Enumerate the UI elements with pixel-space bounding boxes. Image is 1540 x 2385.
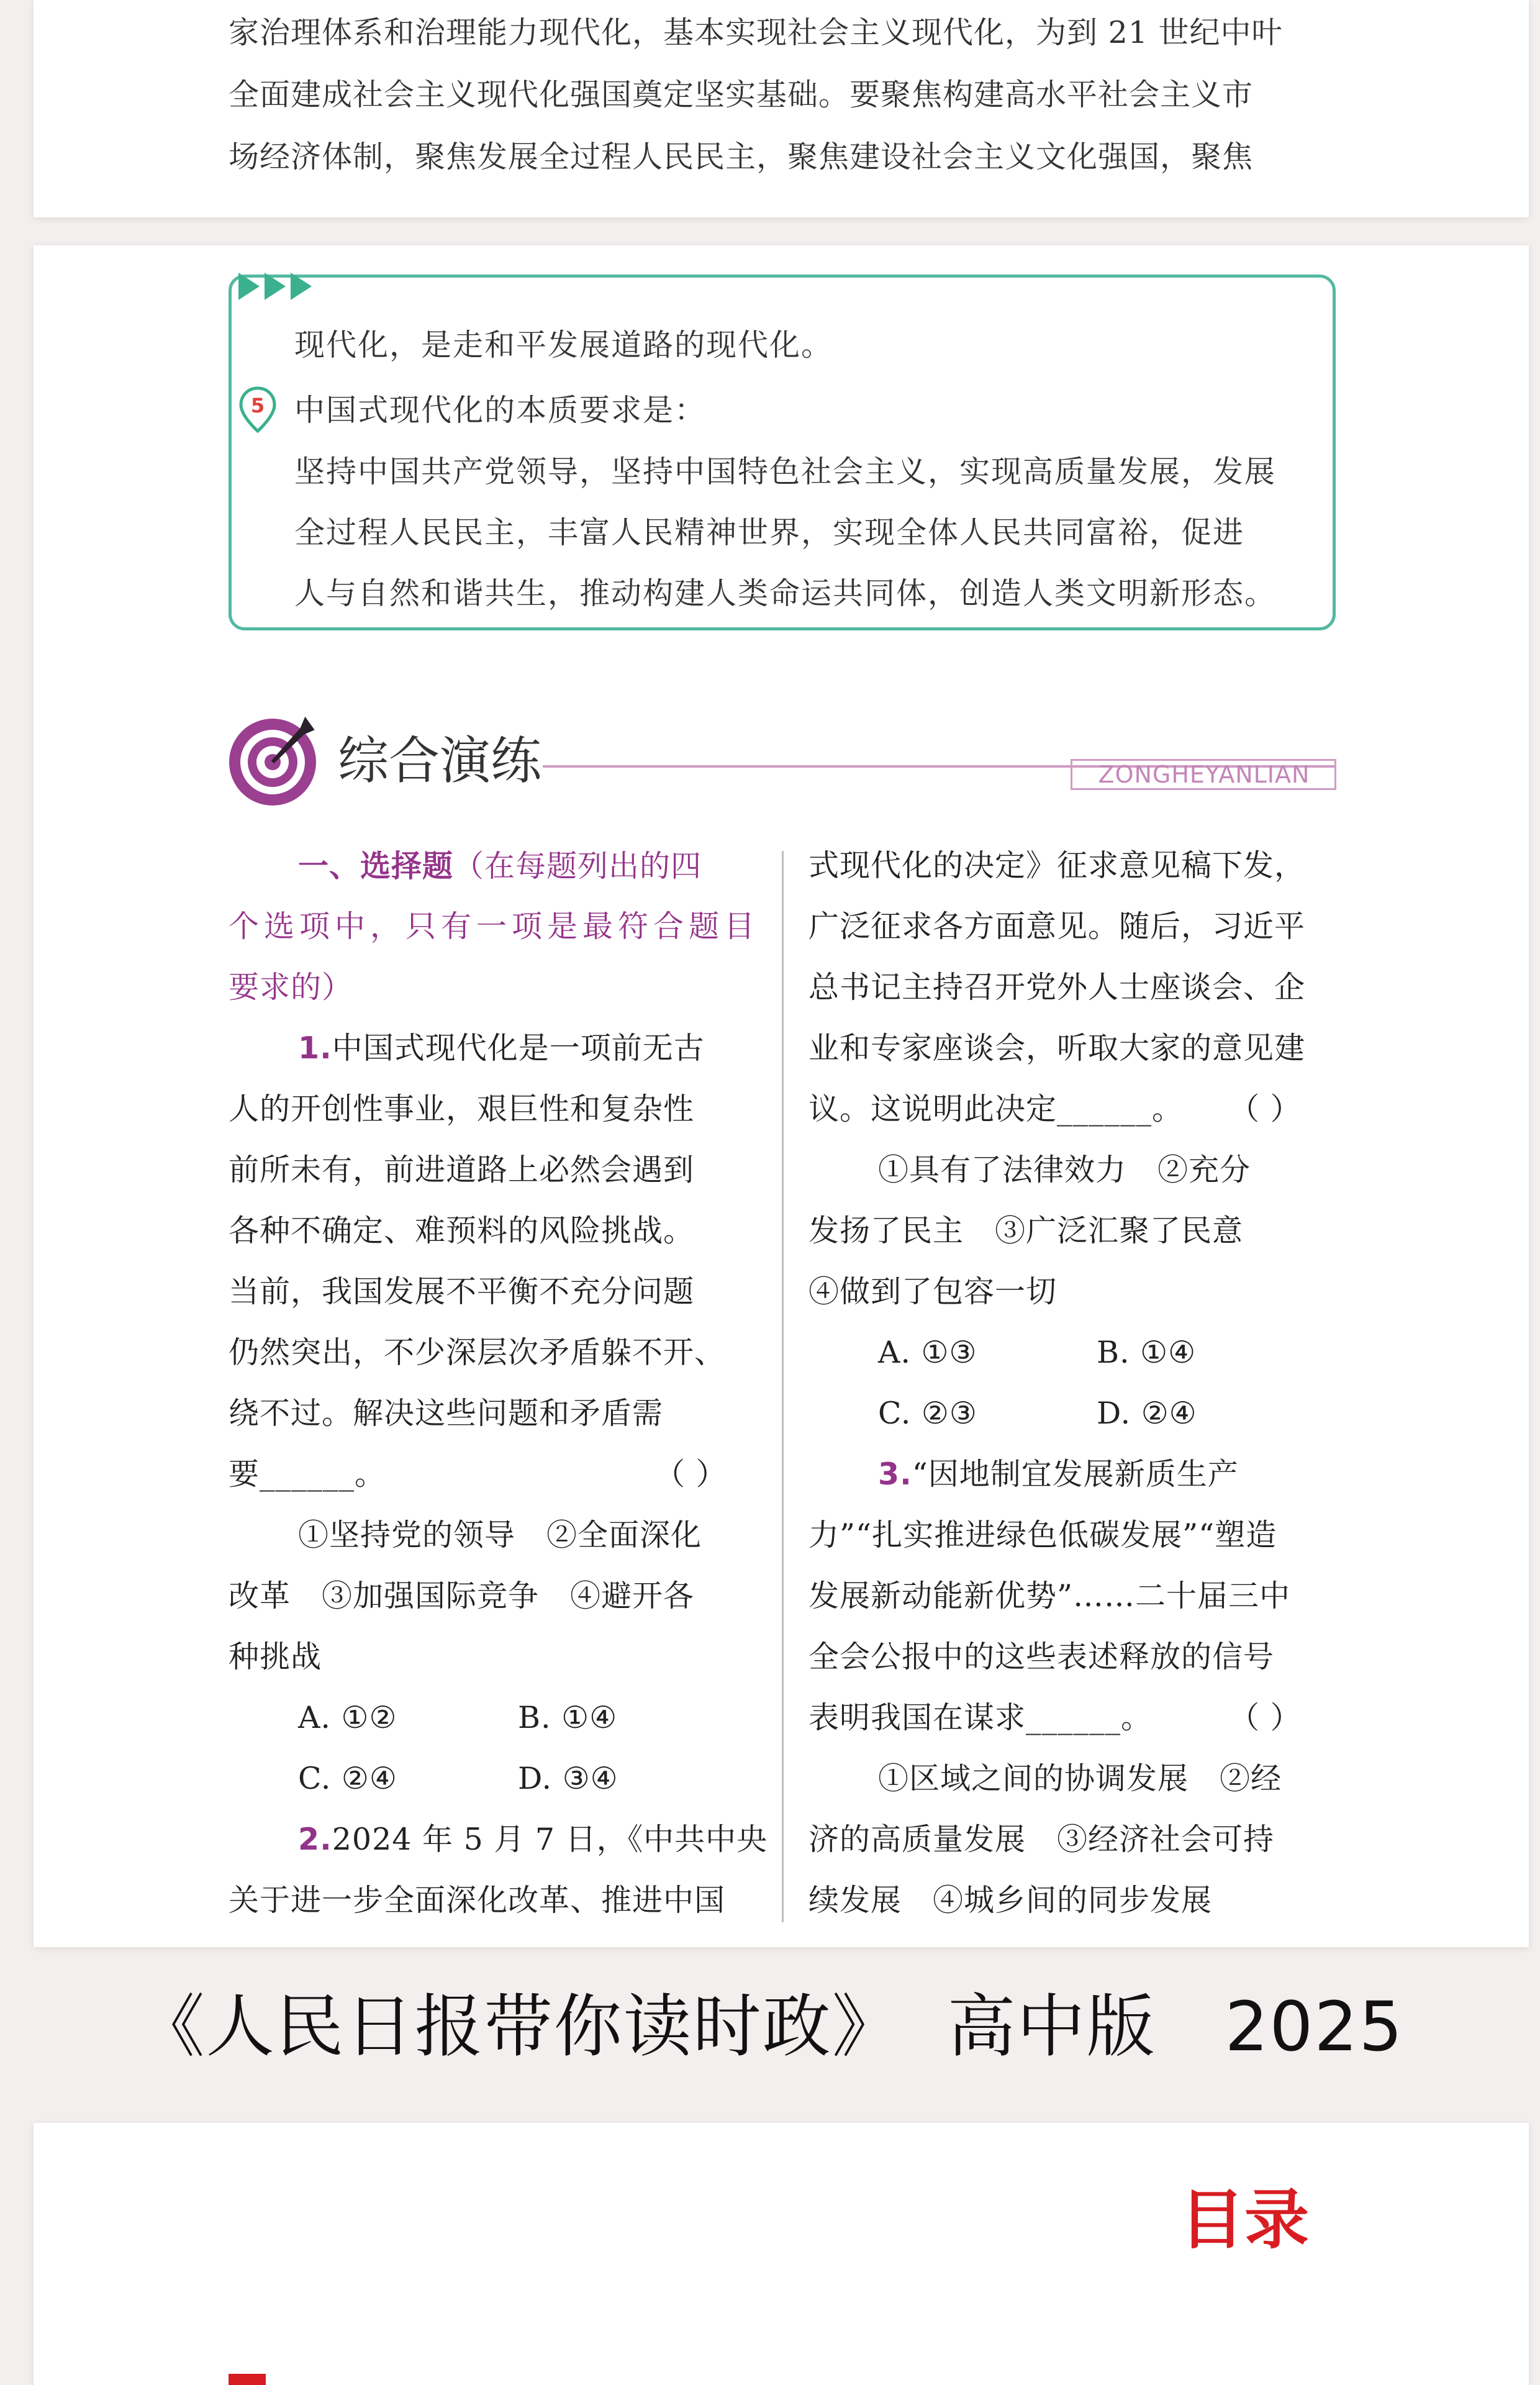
summary-item-number: 5: [250, 394, 265, 417]
top-text-line-3: 场经济体制，聚焦发展全过程人民民主，聚焦建设社会主义文化强国，聚焦: [229, 139, 1254, 175]
q3-line-1: [878, 1444, 1239, 1505]
q3-answer-paren: （ ）: [1229, 1700, 1302, 1735]
q1-answer-paren: （ ）: [654, 1456, 727, 1492]
q3-body-line: 全会公报中的这些表述释放的信号: [808, 1639, 1275, 1674]
q2-choice-d: D. ②④: [1097, 1396, 1197, 1431]
book-title: 《人民日报带你读时政》: [136, 1987, 902, 2066]
section-subtitle: ZONGHEYANLIAN: [1098, 761, 1310, 788]
summary-body-line-2: 全过程人民民主，丰富人民精神世界，实现全体人民共同富裕，促进: [294, 515, 1245, 550]
top-text-line-1: 家治理体系和治理能力现代化，基本实现社会主义现代化，为到 21 世纪中叶: [229, 15, 1283, 50]
q2-blank-line: 议。这说明此决定______。: [808, 1091, 1184, 1127]
q3-number: 3.: [878, 1456, 912, 1492]
location-pin-icon: [238, 386, 277, 434]
q2-line-1: [298, 1809, 768, 1870]
summary-first-line: 现代化，是走和平发展道路的现代化。: [294, 327, 833, 363]
target-icon: [226, 716, 319, 809]
q2-options-line-1: ①具有了法律效力 ②充分: [878, 1152, 1251, 1188]
q1-options-line-1: ①坚持党的领导 ②全面深化: [298, 1517, 702, 1553]
q2-first-text: 2024 年 5 月 7 日，《中共中央: [332, 1822, 768, 1857]
top-text-line-2: 全面建成社会主义现代化强国奠定坚实基础。要聚焦构建高水平社会主义市: [229, 77, 1254, 112]
q2-choice-c: C. ②③: [878, 1396, 977, 1431]
top-page-card: [34, 0, 1529, 217]
arrow-bullets-icon: [238, 273, 319, 304]
q1-body-line: 前所未有，前进道路上必然会遇到: [229, 1152, 695, 1188]
q2-cont-line: 广泛征求各方面意见。随后，习近平: [808, 909, 1306, 944]
main-page-card: [34, 245, 1529, 1947]
q3-options-line-2: 济的高质量发展 ③经济社会可持: [808, 1822, 1275, 1857]
red-accent-mark: [229, 2374, 266, 2385]
q1-options-line-3: 种挑战: [229, 1639, 322, 1674]
summary-body-line-3: 人与自然和谐共生，推动构建人类命运共同体，创造人类文明新形态。: [294, 576, 1277, 611]
q1-choice-a: A. ①②: [298, 1700, 397, 1735]
q1-body-line: 当前，我国发展不平衡不充分问题: [229, 1274, 695, 1309]
q1-body-line: 各种不确定、难预料的风险挑战。: [229, 1213, 695, 1248]
column-divider: [782, 851, 784, 1922]
q2-choice-a: A. ①③: [878, 1335, 977, 1370]
book-year: 2025: [1225, 1987, 1404, 2066]
q1-choice-b: B. ①④: [518, 1700, 618, 1735]
mc-note-2: 个选项中，只有一项是最符合题目: [229, 909, 760, 944]
q2-answer-paren: （ ）: [1229, 1091, 1302, 1127]
mc-note-1: （在每题列出的四: [453, 848, 702, 884]
q3-first-text: “因地制宜发展新质生产: [912, 1456, 1239, 1492]
q3-blank-line: 表明我国在谋求______。: [808, 1700, 1153, 1735]
mc-note-3: 要求的）: [229, 970, 353, 1005]
q1-options-line-2: 改革 ③加强国际竞争 ④避开各: [229, 1578, 695, 1614]
q1-body-line: 人的开创性事业，艰巨性和复杂性: [229, 1091, 695, 1127]
summary-heading: 中国式现代化的本质要求是：: [294, 393, 707, 428]
q1-first-text: 中国式现代化是一项前无古: [332, 1030, 705, 1066]
q1-number: 1.: [298, 1030, 332, 1066]
mc-heading-line-1: [298, 835, 702, 897]
q1-choice-d: D. ③④: [518, 1761, 618, 1796]
q2-cont-line: 业和专家座谈会，听取大家的意见建: [808, 1030, 1306, 1066]
section-title: 综合演练: [338, 732, 542, 791]
q2-line-2: 关于进一步全面深化改革、推进中国: [229, 1883, 726, 1918]
toc-heading: 目录: [1180, 2182, 1310, 2258]
q3-body-line: 发展新动能新优势”……二十届三中: [808, 1578, 1291, 1614]
q2-choice-b: B. ①④: [1097, 1335, 1197, 1370]
q2-number: 2.: [298, 1822, 332, 1857]
mc-label: 一、选择题: [298, 848, 454, 884]
q2-cont-line: 总书记主持召开党外人士座谈会、企: [808, 970, 1306, 1005]
q2-cont-line: 式现代化的决定》征求意见稿下发，: [808, 848, 1306, 883]
book-caption: [0, 1972, 1540, 2070]
q1-body-line: 绕不过。解决这些问题和矛盾需: [229, 1396, 664, 1431]
q3-options-line-3: 续发展 ④城乡间的同步发展: [808, 1883, 1213, 1918]
q1-body-line: 仍然突出，不少深层次矛盾躲不开、: [229, 1335, 726, 1370]
q1-blank-line: 要______。: [229, 1456, 386, 1492]
q2-options-line-3: ④做到了包容一切: [808, 1274, 1058, 1309]
book-edition: 高中版: [947, 1987, 1156, 2066]
summary-body-line-1: 坚持中国共产党领导，坚持中国特色社会主义，实现高质量发展，发展: [294, 454, 1277, 489]
q3-options-line-1: ①区域之间的协调发展 ②经: [878, 1761, 1282, 1796]
q1-line-1: [298, 1018, 705, 1079]
q2-options-line-2: 发扬了民主 ③广泛汇聚了民意: [808, 1213, 1244, 1248]
q3-body-line: 力”“扎实推进绿色低碳发展”“塑造: [808, 1517, 1277, 1553]
q1-choice-c: C. ②④: [298, 1761, 397, 1796]
